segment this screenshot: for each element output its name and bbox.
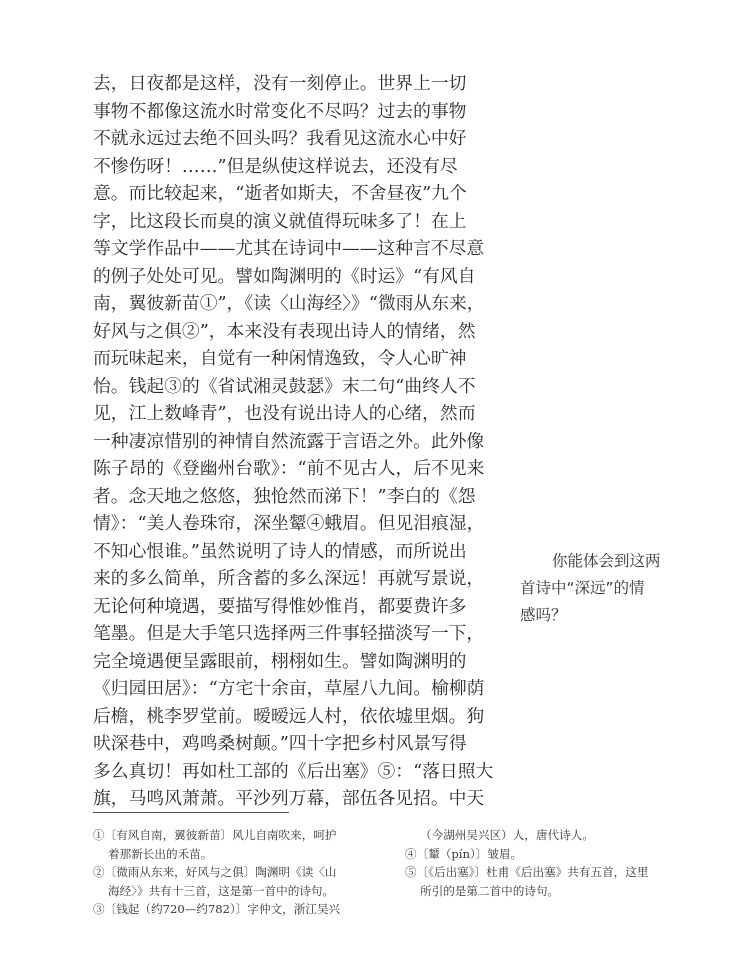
footnote-line: ③〔钱起（约720—约782）〕字仲文，浙江吴兴 <box>93 902 341 917</box>
body-line: 吠深巷中，鸡鸣桑树颠。”四十字把乡村风景写得 <box>93 733 467 754</box>
body-line: 多么真切！再如杜工部的《后出塞》⑤：“落日照大 <box>93 760 494 782</box>
body-line: 等文学作品中——尤其在诗词中——这种言不尽意 <box>93 238 485 259</box>
main-body-text <box>93 70 513 813</box>
footnote-line: ②〔微雨从东来，好风与之俱〕陶渊明《读〈山 <box>93 865 337 880</box>
body-line: 情》：“美人卷珠帘，深坐颦④蛾眉。但见泪痕湿， <box>93 513 485 534</box>
footnote-line: 着那新长出的禾苗。 <box>108 846 213 861</box>
body-line: 《归园田居》：“方宅十余亩，草屋八九间。榆柳荫 <box>93 678 485 699</box>
body-line: 意。而比较起来，“逝者如斯夫，不舍昼夜”九个 <box>93 183 467 204</box>
body-line: 不惨伤呀！……”但是纵使这样说去，还没有尽 <box>93 155 458 177</box>
margin-question <box>520 548 710 629</box>
body-line: 陈子昂的《登幽州台歌》：“前不见古人，后不见来 <box>93 458 485 479</box>
footnote-line: ⑤〔《后出塞》〕杜甫《后出塞》共有五首，这里 <box>405 865 649 880</box>
body-line: 笔墨。但是大手笔只选择两三件事轻描淡写一下， <box>93 623 485 644</box>
body-line: 不就永远过去绝不回头吗？我看见这流水心中好 <box>93 128 467 149</box>
footnote-line: 海经〉》共有十三首，这是第一首中的诗句。 <box>108 883 335 898</box>
body-line: 完全境遇便呈露眼前，栩栩如生。譬如陶渊明的 <box>93 650 467 672</box>
body-line: 好风与之俱②”，本来没有表现出诗人的情绪，然 <box>93 320 476 342</box>
body-line: 而玩味起来，自觉有一种闲情逸致，令人心旷神 <box>93 348 467 369</box>
body-line: 怡。钱起③的《省试湘灵鼓瑟》末二句“曲终人不 <box>93 375 476 397</box>
body-line: 去，日夜都是这样，没有一刻停止。世界上一切 <box>93 73 467 94</box>
body-line: 见，江上数峰青”，也没有说出诗人的心绪，然而 <box>93 403 476 424</box>
footnotes-right-column <box>405 826 705 900</box>
footnote-line: 所引的是第二首中的诗句。 <box>420 883 560 898</box>
footnote-line: ①〔有风自南，翼彼新苗〕风儿自南吹来，呵护 <box>93 828 337 842</box>
body-line: 无论何种境遇，要描写得惟妙惟肖，都要费许多 <box>93 595 467 617</box>
footnote-line: （今湖州吴兴区）人，唐代诗人。 <box>420 828 594 842</box>
body-line: 后檐，桃李罗堂前。暧暧远人村，依依墟里烟。狗 <box>93 705 485 727</box>
body-line: 不知心恨谁。”虽然说明了诗人的情感，而所说出 <box>93 540 467 562</box>
body-line: 一种凄凉惜别的神情自然流露于言语之外。此外像 <box>93 430 485 452</box>
margin-question-line: 感吗？ <box>520 606 567 624</box>
footnote-line: ④〔颦（pín）〕皱眉。 <box>405 846 523 861</box>
margin-question-line: 首诗中“深远”的情 <box>520 579 645 597</box>
body-line: 者。念天地之悠悠，独怆然而涕下！”李白的《怨 <box>93 485 476 507</box>
body-line: 事物不都像这流水时常变化不尽吗？过去的事物 <box>93 100 467 122</box>
body-line: 南，翼彼新苗①”，《读〈山海经〉》“微雨从东来， <box>93 293 485 314</box>
margin-question-line: 你能体会到这两 <box>552 552 661 570</box>
body-line: 的例子处处可见。譬如陶渊明的《时运》“有风自 <box>93 265 476 287</box>
body-line: 旗，马鸣风萧萧。平沙列万幕，部伍各见招。中天 <box>93 788 485 809</box>
footnotes-left-column <box>93 826 393 919</box>
body-line: 字，比这段长而臭的演义就值得玩味多了！在上 <box>93 210 467 232</box>
footnote-divider <box>93 812 289 813</box>
body-line: 来的多么简单，所含蓄的多么深远！再就写景说， <box>93 568 485 589</box>
